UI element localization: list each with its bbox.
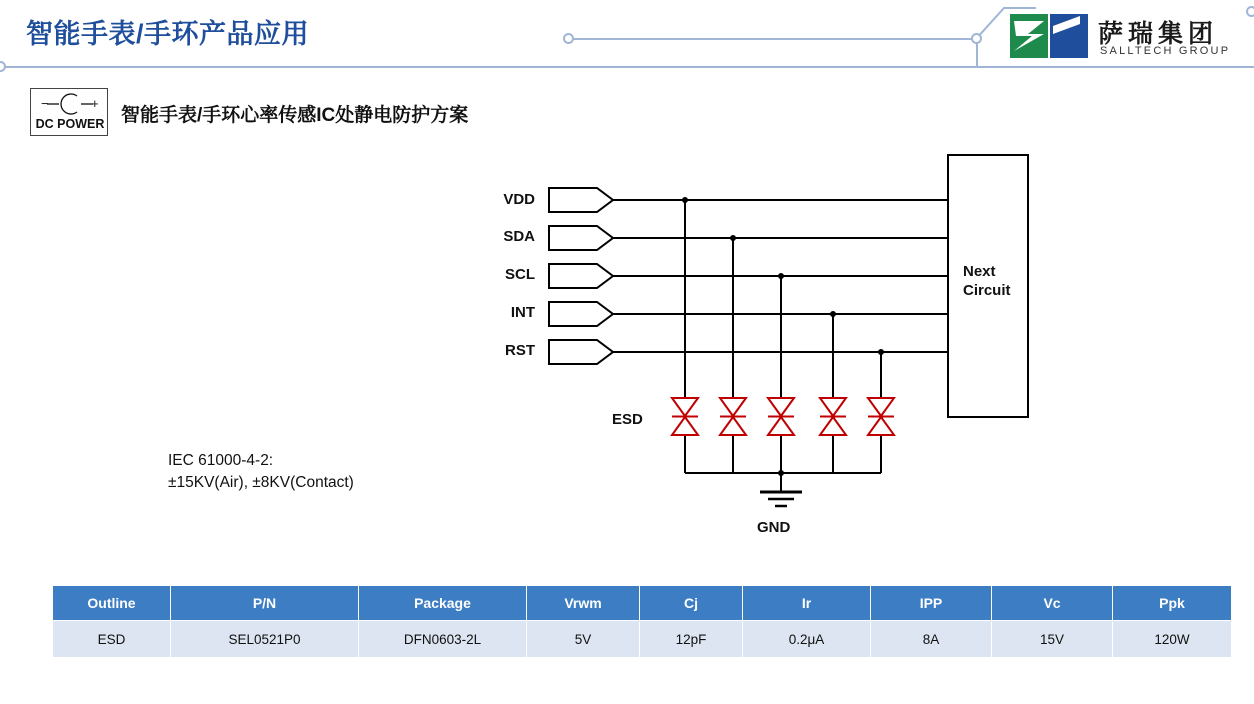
col-vrwm: Vrwm — [527, 586, 640, 621]
col-pn: P/N — [171, 586, 359, 621]
logo-mark-icon — [1010, 14, 1088, 58]
esd-label: ESD — [612, 411, 643, 428]
col-ipp: IPP — [871, 586, 992, 621]
header-node-mid — [563, 33, 574, 44]
company-logo — [1010, 12, 1246, 62]
cell-pn: SEL0521P0 — [171, 621, 359, 658]
header-accent-line — [568, 38, 978, 40]
dc-power-symbol-icon — [31, 91, 109, 117]
pin-label-rst: RST — [505, 342, 535, 359]
iec-line-1: IEC 61000-4-2: — [168, 452, 274, 469]
page-title: 智能手表/手环产品应用 — [26, 19, 310, 49]
cell-ir: 0.2μA — [743, 621, 871, 658]
logo-text-en: SALLTECH GROUP — [1100, 45, 1231, 57]
col-vc: Vc — [992, 586, 1113, 621]
header-node-right — [971, 33, 982, 44]
pin-label-scl: SCL — [505, 266, 535, 283]
cell-vrwm: 5V — [527, 621, 640, 658]
col-outline: Outline — [53, 586, 171, 621]
next-circuit-line-2: Circuit — [963, 282, 1011, 299]
gnd-label: GND — [757, 519, 791, 536]
col-ppk: Ppk — [1113, 586, 1232, 621]
logo-text-cn: 萨瑞集团 — [1098, 20, 1219, 48]
cell-outline: ESD — [53, 621, 171, 658]
spec-table — [52, 585, 1232, 658]
section-subtitle: 智能手表/手环心率传感IC处静电防护方案 — [121, 105, 469, 126]
dc-power-label: DC POWER — [35, 117, 105, 131]
cell-package: DFN0603-2L — [359, 621, 527, 658]
cell-ipp: 8A — [871, 621, 992, 658]
pin-label-vdd: VDD — [503, 191, 535, 208]
next-circuit-line-1: Next — [963, 263, 996, 280]
col-ir: Ir — [743, 586, 871, 621]
circuit-diagram — [0, 140, 1254, 560]
header-node-left — [0, 61, 6, 72]
pin-label-int: INT — [510, 304, 535, 321]
col-cj: Cj — [640, 586, 743, 621]
svg-text:−: − — [41, 96, 49, 111]
table-row — [53, 621, 1232, 658]
cell-vc: 15V — [992, 621, 1113, 658]
next-circuit-label — [963, 262, 1011, 300]
dc-power-badge — [30, 88, 108, 136]
cell-ppk: 120W — [1113, 621, 1232, 658]
iec-standard-note — [168, 450, 354, 494]
svg-text:+: + — [91, 96, 99, 111]
header-node-far — [1246, 6, 1254, 17]
circuit-svg — [0, 140, 1254, 560]
table-header-row — [53, 586, 1232, 621]
cell-cj: 12pF — [640, 621, 743, 658]
pin-label-sda: SDA — [503, 228, 535, 245]
header-divider — [0, 66, 1254, 68]
col-package: Package — [359, 586, 527, 621]
iec-line-2: ±15KV(Air), ±8KV(Contact) — [168, 474, 354, 491]
